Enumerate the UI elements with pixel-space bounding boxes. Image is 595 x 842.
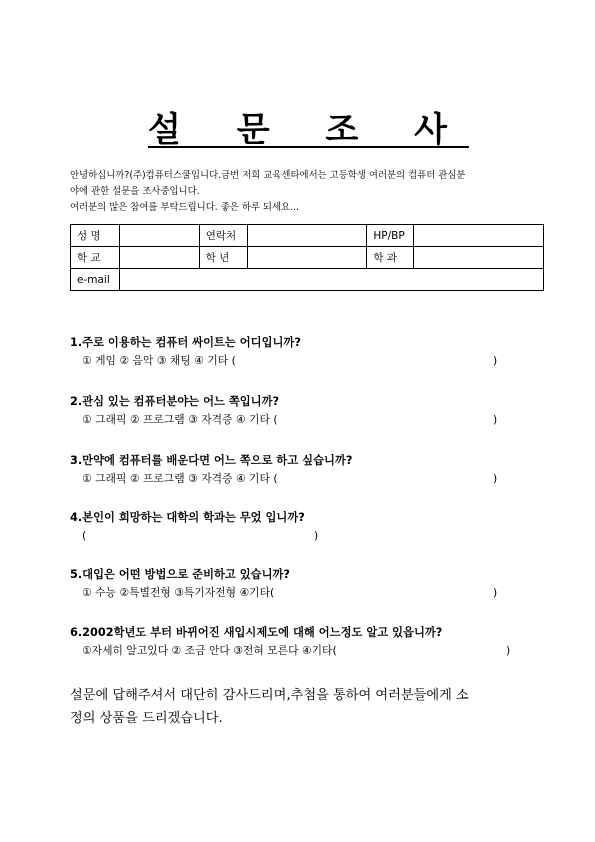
email-field[interactable] xyxy=(119,269,543,291)
question-5 xyxy=(70,566,540,602)
question-options[interactable] xyxy=(70,642,540,660)
dept-field[interactable] xyxy=(414,247,544,269)
page-title xyxy=(0,102,595,151)
question-options[interactable] xyxy=(70,352,540,370)
intro-line: 여러분의 많은 참여를 부탁드립니다. 좋은 하루 되세요... xyxy=(70,202,300,213)
hp-field[interactable] xyxy=(414,225,544,247)
close-paren: ) xyxy=(506,644,511,657)
question-1 xyxy=(70,334,540,370)
question-text: 4.본인이 희망하는 대학의 학과는 무었 입니까? xyxy=(70,511,305,524)
close-paren: ) xyxy=(493,586,498,599)
question-text: 2.관심 있는 컴퓨터분야는 어느 쪽입니까? xyxy=(70,395,280,408)
question-options[interactable] xyxy=(70,470,540,488)
question-text: 6.2002학년도 부터 바뀌어진 새입시제도에 대해 어느정도 알고 있읍니까? xyxy=(70,626,443,639)
name-label: 성 명 xyxy=(71,225,120,247)
options-text: ① 수능 ②특별전형 ③특기자전형 ④기타( xyxy=(82,586,275,599)
intro-paragraph xyxy=(70,168,530,216)
options-text: ① 게임 ② 음악 ③ 채팅 ④ 기타 ( xyxy=(82,354,236,367)
closing-paragraph xyxy=(70,684,540,730)
question-3 xyxy=(70,452,540,488)
options-text: ① 그래픽 ② 프로그램 ③ 자격증 ④ 기타 ( xyxy=(82,472,278,485)
closing-line: 정의 상품을 드리겠습니다. xyxy=(70,711,223,726)
intro-line: 야에 관한 설문을 조사중입니다. xyxy=(70,186,200,197)
question-text: 1.주로 이용하는 컴퓨터 싸이트는 어디입니까? xyxy=(70,336,301,349)
question-text: 5.대입은 어떤 방법으로 준비하고 있습니까? xyxy=(70,568,290,581)
school-field[interactable] xyxy=(119,247,199,269)
close-paren: ) xyxy=(493,354,498,367)
dept-label: 학 과 xyxy=(367,247,414,269)
grade-label: 학 년 xyxy=(199,247,247,269)
table-row xyxy=(71,247,544,269)
question-options[interactable] xyxy=(70,527,540,545)
close-paren: ) xyxy=(493,413,498,426)
options-text: ① 그래픽 ② 프로그램 ③ 자격증 ④ 기타 ( xyxy=(82,413,278,426)
question-options[interactable] xyxy=(70,411,540,429)
close-paren: ) xyxy=(493,472,498,485)
contact-label: 연락처 xyxy=(199,225,247,247)
question-2 xyxy=(70,393,540,429)
options-text: ①자세히 알고있다 ② 조금 안다 ③전혀 모른다 ④기타( xyxy=(82,644,337,657)
question-options[interactable] xyxy=(70,584,540,602)
table-row xyxy=(71,225,544,247)
contact-field[interactable] xyxy=(247,225,367,247)
question-text: 3.만약에 컴퓨터를 배운다면 어느 쪽으로 하고 싶습니까? xyxy=(70,454,353,467)
school-label: 학 교 xyxy=(71,247,120,269)
table-row xyxy=(71,269,544,291)
question-6 xyxy=(70,624,540,660)
grade-field[interactable] xyxy=(247,247,367,269)
title-text: 설 문 조 사 xyxy=(148,110,469,150)
email-label: e-mail xyxy=(71,269,120,291)
closing-line: 설문에 답해주셔서 대단히 감사드리며,추첨을 통하여 여러분들에게 소 xyxy=(70,688,469,703)
respondent-info-table xyxy=(70,224,544,291)
hp-label: HP/BP xyxy=(367,225,414,247)
name-field[interactable] xyxy=(119,225,199,247)
intro-line: 안녕하십니까?(주)컴퓨터스쿨입니다.금번 저희 교육센타에서는 고등학생 여러분의 컴퓨터 관심분 xyxy=(70,170,466,181)
close-paren: ) xyxy=(314,529,319,542)
question-4 xyxy=(70,509,540,545)
options-text: ( xyxy=(82,529,87,542)
